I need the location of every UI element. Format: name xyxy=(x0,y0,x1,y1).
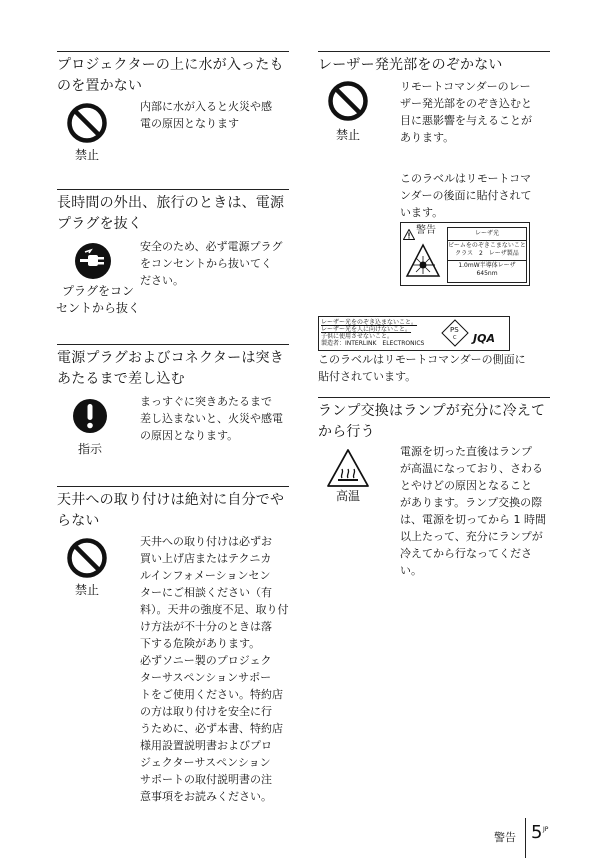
section-rule xyxy=(318,397,550,398)
icon-caption: 禁止 xyxy=(74,148,99,162)
section-rule xyxy=(57,51,289,52)
ps-mark-text: PS xyxy=(450,326,459,334)
section-title: 天井への取り付けは絶対に自分でやらない xyxy=(57,492,285,529)
section-rule xyxy=(57,486,289,487)
footer-divider xyxy=(525,818,526,858)
section-title: ランプ交換はランプが充分に冷えてから行う xyxy=(318,403,546,440)
laser-label-line: 1.0mW半導体レーザ xyxy=(448,260,526,269)
section-title: プロジェクターの上に水が入ったものを置かない xyxy=(57,57,284,94)
section-rule xyxy=(318,51,550,52)
laser-label-line: レーザ光 xyxy=(474,230,499,237)
laser-label-line: クラス 2 レーザ製品 xyxy=(455,250,519,257)
icon-caption: 高温 xyxy=(335,489,360,503)
prohibition-icon xyxy=(327,80,369,122)
icon-caption: 禁止 xyxy=(74,583,99,597)
icon-caption: 指示 xyxy=(77,442,102,456)
side-label-note: このラベルはリモートコマンダーの側面に 貼付されています。 xyxy=(318,353,526,383)
prohibition-icon xyxy=(66,102,108,144)
hot-surface-icon xyxy=(326,448,370,488)
section-body: 天井への取り付けは必ずお 買い上げ店またはテクニカ ルインフォメーションセン ターにご相談ください（有 料）。天井の強度不足、取り付 け方法が不十分のときは落 下する危険があります。 必ずソニー製のプロジェク ターサスペンションサポー トをご使用ください。特約店 の方は取り付けを安全に行 うために、必ず本書、特約店 様用設置説明書およびプロ ジェクターサスペンション サポートの取付説明書の注 意事項をお読みください。 xyxy=(140,535,289,803)
prohibition-icon xyxy=(66,537,108,579)
laser-label-warning: 警告 xyxy=(416,225,436,236)
page-language: JP xyxy=(543,826,549,833)
icon-caption: プラグをコン セントから抜く xyxy=(55,284,140,315)
page-number: 5 xyxy=(531,822,543,843)
ps-mark-sub: C xyxy=(453,335,457,341)
icon-caption: 禁止 xyxy=(335,128,360,142)
laser-warning-label xyxy=(400,222,530,286)
side-label-line: レーザー光をのぞき込まないこと。 xyxy=(321,319,418,326)
section-body: 安全のため、必ず電源プラグ をコンセントから抜いてく ださい。 xyxy=(140,240,283,287)
section-body: まっすぐに突きあたるまで 差し込まないと、火災や感電 の原因となります。 xyxy=(140,395,283,442)
side-label-line: レーザー光を人に向けないこと。 xyxy=(321,326,412,333)
label-note: このラベルはリモートコマ ンダーの後面に貼付されて います。 xyxy=(400,172,532,219)
laser-label-line: ビームをのぞきこまないこと xyxy=(448,242,526,249)
section-title: レーザー発光部をのぞかない xyxy=(318,57,503,73)
laser-label-text-box xyxy=(447,227,527,283)
section-title: 長時間の外出、旅行のときは、電源プラグを抜く xyxy=(57,195,285,232)
instruction-icon xyxy=(72,398,108,434)
section-title: 電源プラグおよびコネクターは突きあたるまで差し込む xyxy=(57,350,284,387)
laser-hazard-icon xyxy=(405,243,441,279)
side-label-line: 製造者：INTERLINK ELECTRONICS xyxy=(321,340,425,347)
section-rule xyxy=(57,344,289,345)
jqa-logo: JQA xyxy=(473,332,495,345)
unplug-icon xyxy=(74,242,112,280)
side-label-line: 子供に使用させないこと。 xyxy=(321,333,394,340)
section-rule xyxy=(57,189,289,190)
side-label xyxy=(318,316,510,351)
warning-triangle-icon xyxy=(403,225,415,236)
footer-section-name: 警告 xyxy=(494,831,516,844)
section-body: リモートコマンダーのレー ザー発光部をのぞき込むと 目に悪影響を与えることが あります。 xyxy=(400,80,532,144)
laser-label-line: 645nm xyxy=(476,270,498,277)
section-body: 電源を切った直後はランプ が高温になっており、さわる とやけどの原因となること があります。ランプ交換の際 は、電源を切ってから 1 時間 以上たって、充分にランプが 冷えてから行なってくださ い。 xyxy=(400,445,546,577)
section-body: 内部に水が入ると火災や感 電の原因となります xyxy=(140,100,272,130)
